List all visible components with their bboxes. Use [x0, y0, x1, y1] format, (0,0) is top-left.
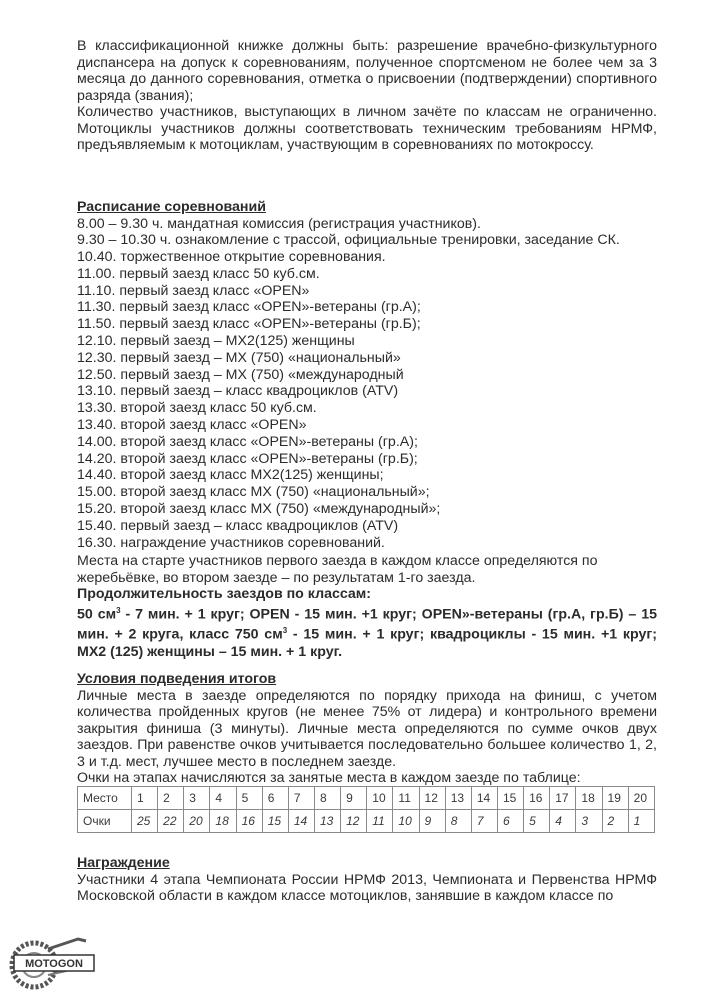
schedule-item: 12.30. первый заезд – MX (750) «национальный» — [77, 349, 401, 366]
schedule-item: 10.40. торжественное открытие соревнования. — [77, 249, 386, 266]
place-cell: 11 — [393, 787, 419, 810]
points-label-cell: Очки — [78, 810, 132, 833]
schedule-item: 13.10. первый заезд – класс квадроциклов (ATV) — [77, 383, 399, 400]
points-cell: 9 — [419, 810, 445, 833]
duration-part-1: 50 см — [77, 606, 117, 623]
points-cell: 25 — [132, 810, 158, 833]
results-heading: Условия подведения итогов — [77, 671, 277, 687]
points-cell: 15 — [262, 810, 288, 833]
motogon-logo — [8, 935, 108, 990]
duration-text — [77, 603, 657, 661]
start-section — [77, 553, 657, 660]
points-cell: 22 — [158, 810, 184, 833]
schedule-item: 14.00. второй заезд класс «OPEN»-ветераны (гр.А); — [77, 433, 418, 450]
points-cell: 13 — [314, 810, 340, 833]
award-text: Участники 4 этапа Чемпионата России НРМФ 2013, Чемпионата и Первенства НРМФ Московской области в каждом классе мотоциклов, занявшие в каждом классе по — [77, 871, 657, 904]
schedule-heading: Расписание соревнований — [77, 199, 266, 215]
schedule-item: 16.30. награждение участников соревнований. — [77, 534, 385, 551]
schedule-item: 13.30. второй заезд класс 50 куб.см. — [77, 400, 317, 417]
schedule-item: 14.40. второй заезд класс MX2(125) женщины; — [77, 467, 384, 484]
points-cell: 8 — [445, 810, 471, 833]
results-text: Личные места в заезде определяются по порядку прихода на финиш, с учетом количества пройденных кругов (не менее 75% от лидера) и контрольного времени закрытия финиша (3 минуты). Личные места определяются по сумме очков двух заездов. При равенстве очков учитывается последовательно большее количество 1, 2, 3 и т.д. мест, лучшее место в последнем заезде. — [77, 687, 657, 770]
place-cell: 17 — [550, 787, 576, 810]
schedule-item: 11.10. первый заезд класс «OPEN» — [77, 282, 310, 299]
place-cell: 13 — [445, 787, 471, 810]
schedule-item: 11.50. первый заезд класс «OPEN»-ветераны (гр.Б); — [77, 316, 421, 333]
points-cell: 18 — [210, 810, 236, 833]
schedule-item: 14.20. второй заезд класс «OPEN»-ветераны (гр.Б); — [77, 450, 418, 467]
table-row-places — [78, 787, 655, 810]
points-cell: 11 — [367, 810, 393, 833]
points-cell: 6 — [497, 810, 523, 833]
points-cell: 20 — [184, 810, 210, 833]
duration-heading: Продолжительность заездов по классам: — [77, 586, 372, 602]
logo-text: MOTOGON — [25, 958, 83, 970]
place-cell: 18 — [576, 787, 602, 810]
points-cell: 16 — [236, 810, 262, 833]
points-cell: 10 — [393, 810, 419, 833]
place-cell: 20 — [628, 787, 654, 810]
place-cell: 4 — [210, 787, 236, 810]
schedule-item: 13.40. второй заезд класс «OPEN» — [77, 417, 307, 434]
points-cell: 14 — [288, 810, 314, 833]
schedule-item: 15.40. первый заезд – класс квадроциклов (ATV) — [77, 517, 399, 534]
superscript-3: 3 — [116, 605, 121, 615]
place-cell: 1 — [132, 787, 158, 810]
points-cell: 2 — [602, 810, 628, 833]
award-section — [77, 855, 657, 905]
table-intro-text: Очки на этапах начисляются за занятые места в каждом заезде по таблице: — [77, 770, 581, 786]
start-positions-text: Места на старте участников первого заезда в каждом классе определяются по жеребьёвке, во втором заезде – по результатам 1-го заезда. — [77, 553, 598, 586]
classification-book-paragraph: В классификационной книжке должны быть: разрешение врачебно-физкультурного диспансера на допуск к соревнованиям, полученное спортсменом не более чем за 3 месяца до данного соревнования, отметка о присвоении (подтверждении) спортивного разряда (звания); — [77, 38, 657, 104]
points-cell: 5 — [524, 810, 550, 833]
points-cell: 3 — [576, 810, 602, 833]
place-cell: 2 — [158, 787, 184, 810]
points-cell: 7 — [471, 810, 497, 833]
place-cell: 14 — [471, 787, 497, 810]
place-cell: 15 — [497, 787, 523, 810]
motorcycle-logo-icon — [8, 935, 108, 990]
schedule-item: 12.10. первый заезд – MX2(125) женщины — [77, 333, 355, 350]
place-cell: 16 — [524, 787, 550, 810]
table-row-points — [78, 810, 655, 833]
place-cell: 7 — [288, 787, 314, 810]
place-cell: 19 — [602, 787, 628, 810]
schedule-item: 11.30. первый заезд класс «OPEN»-ветераны (гр.А); — [77, 299, 421, 316]
results-section — [77, 671, 657, 787]
schedule-item: 15.00. второй заезд класс MX (750) «национальный»; — [77, 484, 430, 501]
superscript-3b: 3 — [282, 626, 288, 636]
schedule-item: 15.20. второй заезд класс MX (750) «международный»; — [77, 501, 441, 518]
participants-paragraph: Количество участников, выступающих в личном зачёте по классам не ограниченно. Мотоциклы участников должны соответствовать техническим требованиям НРМФ, предъявляемым к мотоциклам, участвующим в соревнованиях по мотокроссу. — [77, 104, 657, 153]
place-cell: 9 — [341, 787, 367, 810]
duration-part-3: - 15 мин. + 1 круг; квадроциклы - 15 мин. +1 круг; MX2 (125) женщины – 15 мин. + 1 круг. — [77, 626, 657, 660]
points-cell: 1 — [628, 810, 654, 833]
points-cell: 12 — [341, 810, 367, 833]
place-cell: 5 — [236, 787, 262, 810]
points-cell: 4 — [550, 810, 576, 833]
place-label-cell: Место — [78, 787, 132, 810]
schedule-list — [77, 216, 657, 552]
schedule-item: 8.00 – 9.30 ч. мандатная комиссия (регистрация участников). — [77, 215, 481, 232]
place-cell: 3 — [184, 787, 210, 810]
schedule-item: 9.30 – 10.30 ч. ознакомление с трассой, официальные тренировки, заседание СК. — [77, 232, 620, 249]
place-cell: 12 — [419, 787, 445, 810]
intro-section — [77, 38, 657, 154]
place-cell: 8 — [314, 787, 340, 810]
place-cell: 6 — [262, 787, 288, 810]
points-table — [77, 786, 655, 833]
schedule-item: 12.50. первый заезд – MX (750) «международный — [77, 366, 404, 383]
schedule-item: 11.00. первый заезд класс 50 куб.см. — [77, 265, 320, 282]
schedule-section — [77, 199, 657, 551]
duration-part-2: - 7 мин. + 1 круг; OPEN - 15 мин. +1 круг; OPEN»-ветераны (гр.А, гр.Б) – 15 мин. + 2 круга, класс 750 см — [77, 606, 657, 643]
place-cell: 10 — [367, 787, 393, 810]
award-heading: Награждение — [77, 855, 170, 871]
